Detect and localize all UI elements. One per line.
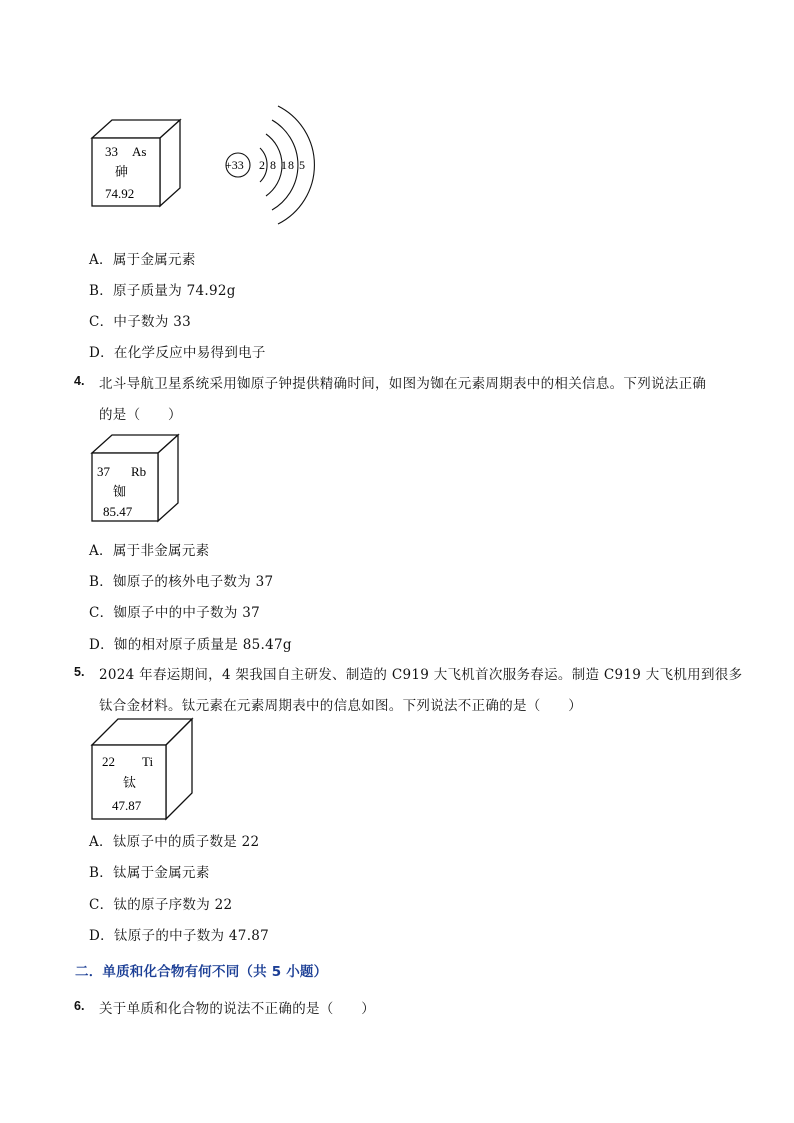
- q6-stem-line1: 关于单质和化合物的说法不正确的是（ ）: [99, 1001, 375, 1017]
- element-name: 砷: [115, 164, 129, 179]
- q5-option-c: C．钛的原子序数为 22: [89, 897, 233, 913]
- section-heading: 二．单质和化合物有何不同（共 5 小题）: [75, 964, 328, 980]
- q3-option-c: C．中子数为 33: [89, 314, 191, 330]
- element-card-rb: [88, 433, 184, 525]
- element-name: 铷: [113, 484, 127, 499]
- q6-number: 6.: [74, 999, 85, 1013]
- element-mass: 47.87: [112, 798, 142, 813]
- q4-option-a: A．属于非金属元素: [89, 543, 210, 559]
- q4-option-c: C．铷原子中的中子数为 37: [89, 605, 260, 621]
- q4-stem-line1: 北斗导航卫星系统采用铷原子钟提供精确时间，如图为铷在元素周期表中的相关信息。下列说法正确: [99, 376, 707, 392]
- element-number: 37: [97, 464, 110, 479]
- q5-stem-line1: 2024 年春运期间，4 架我国自主研发、制造的 C919 大飞机首次服务春运。制造 C919 大飞机用到很多: [99, 667, 743, 683]
- q3-option-a: A．属于金属元素: [89, 252, 196, 268]
- q4-option-d: D．铷的相对原子质量是 85.47g: [89, 637, 292, 653]
- q3-option-b: B．原子质量为 74.92g: [89, 283, 236, 299]
- element-symbol: Ti: [142, 754, 154, 769]
- element-number: 33: [105, 144, 118, 159]
- shell-electrons: 2 8 18 5: [259, 158, 306, 172]
- q5-option-a: A．钛原子中的质子数是 22: [89, 834, 260, 850]
- nucleus-charge: +33: [225, 158, 244, 172]
- q4-stem-line2: 的是（ ）: [99, 407, 182, 423]
- element-card-ti: [88, 717, 196, 823]
- q4-number: 4.: [74, 374, 85, 388]
- q4-option-b: B．铷原子的核外电子数为 37: [89, 574, 274, 590]
- q5-option-d: D．钛原子的中子数为 47.87: [89, 928, 270, 944]
- q5-number: 5.: [74, 665, 85, 679]
- element-card-as: [88, 118, 184, 208]
- atom-structure-diagram: [220, 100, 320, 230]
- q5-option-b: B．钛属于金属元素: [89, 865, 210, 881]
- element-number: 22: [102, 754, 115, 769]
- q5-stem-line2: 钛合金材料。钛元素在元素周期表中的信息如图。下列说法不正确的是（ ）: [99, 698, 582, 714]
- q3-option-d: D．在化学反应中易得到电子: [89, 345, 266, 361]
- element-name: 钛: [123, 775, 137, 790]
- element-symbol: As: [132, 144, 147, 159]
- element-symbol: Rb: [131, 464, 147, 479]
- element-mass: 74.92: [105, 186, 135, 201]
- element-mass: 85.47: [103, 504, 133, 519]
